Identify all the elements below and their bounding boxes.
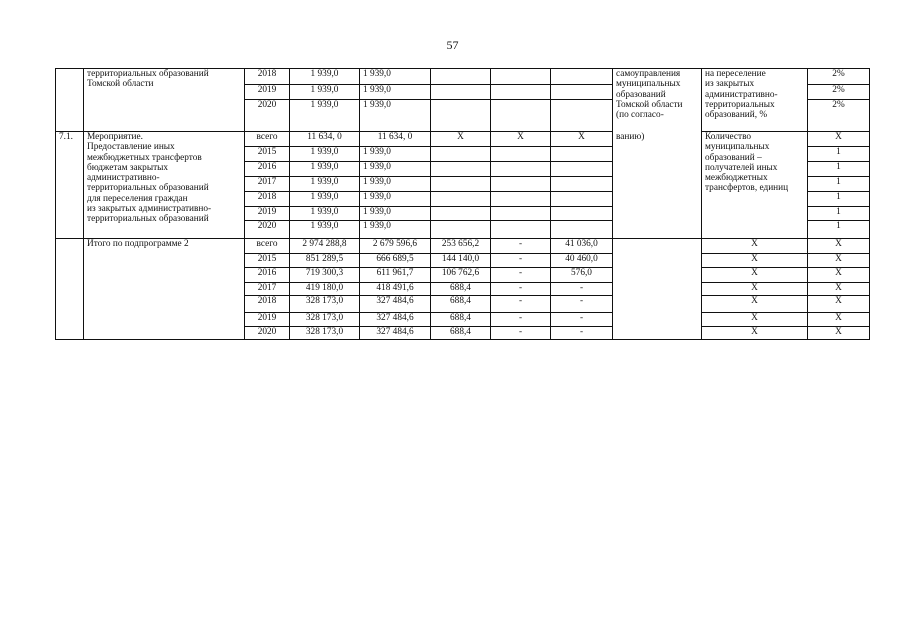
- cell-indicator-value: 1: [808, 221, 870, 239]
- cell-indicator-value: Х: [808, 132, 870, 147]
- cell-year: 2017: [245, 177, 290, 192]
- cell-federal: 1 939,0: [360, 207, 431, 221]
- text-line: Томской области: [87, 79, 154, 90]
- cell-total: 1 939,0: [290, 147, 360, 162]
- cell-federal: 327 484,6: [360, 327, 431, 340]
- cell-indicator-value: 1: [808, 207, 870, 221]
- cell-extra: 40 460,0: [551, 254, 613, 268]
- text-line: из закрытых административно-: [87, 204, 212, 215]
- cell-description: [84, 69, 245, 132]
- cell-year: 2018: [245, 192, 290, 207]
- cell-indicator-value: 1: [808, 162, 870, 177]
- cell-extra: [551, 177, 613, 192]
- cell-regional: [431, 177, 491, 192]
- cell-total: 1 939,0: [290, 177, 360, 192]
- table-row: [56, 69, 870, 85]
- text-line: территориальных: [705, 99, 775, 110]
- cell-federal: 1 939,0: [360, 221, 431, 239]
- cell-local: -: [491, 327, 551, 340]
- cell-indicator-value: 2%: [808, 85, 870, 100]
- cell-local: [491, 85, 551, 100]
- cell-federal: 327 484,6: [360, 313, 431, 327]
- cell-local: -: [491, 254, 551, 268]
- cell-number: [56, 239, 84, 340]
- cell-local: [491, 207, 551, 221]
- cell-extra: [551, 162, 613, 177]
- cell-indicator-value: Х: [808, 239, 870, 254]
- cell-extra: -: [551, 327, 613, 340]
- cell-regional: [431, 69, 491, 85]
- cell-federal: 1 939,0: [360, 69, 431, 85]
- text-line: ванию): [616, 131, 645, 142]
- cell-regional: Х: [431, 132, 491, 147]
- text-line: бюджетам закрытых: [87, 162, 169, 173]
- page-number: 57: [446, 38, 459, 52]
- cell-year: 2019: [245, 85, 290, 100]
- cell-regional: 688,4: [431, 327, 491, 340]
- cell-year: 2016: [245, 162, 290, 177]
- cell-regional: 253 656,2: [431, 239, 491, 254]
- cell-indicator: Х: [702, 254, 808, 268]
- text-line: территориальных образований: [87, 183, 209, 194]
- cell-federal: 1 939,0: [360, 100, 431, 132]
- text-line: самоуправления: [616, 69, 681, 79]
- text-line: Мероприятие.: [87, 132, 143, 142]
- cell-year: всего: [245, 132, 290, 147]
- cell-extra: 41 036,0: [551, 239, 613, 254]
- cell-local: [491, 100, 551, 132]
- cell-year: всего: [245, 239, 290, 254]
- cell-regional: [431, 192, 491, 207]
- cell-total: 1 939,0: [290, 69, 360, 85]
- cell-total: 1 939,0: [290, 192, 360, 207]
- cell-executor: [613, 239, 702, 340]
- cell-regional: 144 140,0: [431, 254, 491, 268]
- cell-year: 2015: [245, 254, 290, 268]
- text-line: межбюджетных: [705, 173, 768, 184]
- cell-indicator-value: 1: [808, 192, 870, 207]
- cell-federal: 418 491,6: [360, 283, 431, 296]
- cell-number: [56, 69, 84, 132]
- cell-federal: 11 634, 0: [360, 132, 431, 147]
- cell-year: 2019: [245, 207, 290, 221]
- text-line: муниципальных: [705, 142, 770, 153]
- text-line: образований: [616, 89, 666, 100]
- cell-local: Х: [491, 132, 551, 147]
- summary-label: Итого по подпрограмме 2: [87, 239, 189, 249]
- cell-total: 719 300,3: [290, 268, 360, 283]
- cell-local: [491, 177, 551, 192]
- text-line: территориальных образований: [87, 214, 209, 225]
- cell-total: 328 173,0: [290, 313, 360, 327]
- cell-number: 7.1.: [56, 132, 84, 239]
- cell-regional: [431, 147, 491, 162]
- text-line: Предоставление иных: [87, 142, 175, 153]
- cell-extra: -: [551, 283, 613, 296]
- cell-indicator: [702, 69, 808, 132]
- cell-year: 2020: [245, 100, 290, 132]
- cell-extra: [551, 207, 613, 221]
- text-line: образований, %: [705, 110, 768, 121]
- cell-extra: [551, 221, 613, 239]
- text-line: на переселение: [705, 69, 766, 79]
- cell-total: 1 939,0: [290, 100, 360, 132]
- cell-total: 2 974 288,8: [290, 239, 360, 254]
- text-line: из закрытых: [705, 79, 755, 90]
- cell-local: -: [491, 283, 551, 296]
- cell-indicator: Х: [702, 327, 808, 340]
- cell-total: 1 939,0: [290, 207, 360, 221]
- cell-extra: [551, 69, 613, 85]
- text-line: муниципальных: [616, 79, 681, 90]
- cell-total: 1 939,0: [290, 162, 360, 177]
- text-line: территориальных образований: [87, 69, 209, 79]
- cell-federal: 327 484,6: [360, 296, 431, 313]
- cell-local: [491, 162, 551, 177]
- text-line: образований –: [705, 152, 762, 163]
- cell-year: 2018: [245, 69, 290, 85]
- cell-extra: Х: [551, 132, 613, 147]
- cell-indicator: [702, 132, 808, 239]
- cell-extra: [551, 147, 613, 162]
- cell-year: 2015: [245, 147, 290, 162]
- cell-federal: 1 939,0: [360, 192, 431, 207]
- cell-total: 1 939,0: [290, 221, 360, 239]
- cell-federal: 1 939,0: [360, 162, 431, 177]
- cell-indicator-value: 2%: [808, 100, 870, 132]
- cell-description: [84, 132, 245, 239]
- table-row: [56, 132, 870, 147]
- text-line: (по согласо-: [616, 110, 664, 121]
- cell-indicator-value: Х: [808, 268, 870, 283]
- cell-extra: -: [551, 313, 613, 327]
- cell-local: -: [491, 239, 551, 254]
- cell-year: 2018: [245, 296, 290, 313]
- cell-extra: [551, 85, 613, 100]
- cell-indicator: Х: [702, 283, 808, 296]
- text-line: для переселения граждан: [87, 193, 188, 204]
- cell-year: 2020: [245, 221, 290, 239]
- cell-local: -: [491, 313, 551, 327]
- cell-local: [491, 192, 551, 207]
- cell-regional: 106 762,6: [431, 268, 491, 283]
- cell-indicator: Х: [702, 239, 808, 254]
- cell-federal: 2 679 596,6: [360, 239, 431, 254]
- cell-indicator: Х: [702, 268, 808, 283]
- cell-total: 328 173,0: [290, 296, 360, 313]
- text-line: Томской области: [616, 99, 683, 110]
- cell-year: 2020: [245, 327, 290, 340]
- cell-indicator-value: Х: [808, 296, 870, 313]
- cell-federal: 1 939,0: [360, 147, 431, 162]
- cell-extra: [551, 100, 613, 132]
- cell-indicator-value: Х: [808, 283, 870, 296]
- cell-regional: 688,4: [431, 313, 491, 327]
- cell-regional: [431, 162, 491, 177]
- cell-indicator-value: 1: [808, 177, 870, 192]
- cell-regional: [431, 221, 491, 239]
- cell-regional: [431, 207, 491, 221]
- cell-federal: 1 939,0: [360, 85, 431, 100]
- table-row: [56, 239, 870, 254]
- text-line: получателей иных: [705, 162, 778, 173]
- cell-total: 11 634, 0: [290, 132, 360, 147]
- cell-local: -: [491, 268, 551, 283]
- text-line: административно-: [87, 173, 160, 184]
- cell-local: -: [491, 296, 551, 313]
- cell-total: 1 939,0: [290, 85, 360, 100]
- cell-total: 328 173,0: [290, 327, 360, 340]
- cell-total: 851 289,5: [290, 254, 360, 268]
- text-line: административно-: [705, 89, 778, 100]
- cell-regional: [431, 100, 491, 132]
- cell-local: [491, 147, 551, 162]
- cell-regional: [431, 85, 491, 100]
- cell-local: [491, 221, 551, 239]
- cell-indicator: Х: [702, 313, 808, 327]
- text-line: Количество: [705, 132, 752, 142]
- cell-indicator-value: Х: [808, 313, 870, 327]
- cell-extra: -: [551, 296, 613, 313]
- cell-executor: [613, 132, 702, 239]
- cell-executor: [613, 69, 702, 132]
- cell-year: 2017: [245, 283, 290, 296]
- text-line: межбюджетных трансфертов: [87, 152, 202, 163]
- cell-federal: 1 939,0: [360, 177, 431, 192]
- cell-year: 2016: [245, 268, 290, 283]
- cell-summary-label: [84, 239, 245, 340]
- cell-indicator-value: Х: [808, 327, 870, 340]
- cell-local: [491, 69, 551, 85]
- cell-extra: [551, 192, 613, 207]
- budget-table: [55, 68, 870, 340]
- cell-indicator: Х: [702, 296, 808, 313]
- cell-federal: 611 961,7: [360, 268, 431, 283]
- cell-year: 2019: [245, 313, 290, 327]
- cell-indicator-value: 2%: [808, 69, 870, 85]
- text-line: трансфертов, единиц: [705, 183, 789, 194]
- cell-extra: 576,0: [551, 268, 613, 283]
- cell-indicator-value: 1: [808, 147, 870, 162]
- cell-regional: 688,4: [431, 296, 491, 313]
- cell-total: 419 180,0: [290, 283, 360, 296]
- cell-indicator-value: Х: [808, 254, 870, 268]
- cell-federal: 666 689,5: [360, 254, 431, 268]
- cell-regional: 688,4: [431, 283, 491, 296]
